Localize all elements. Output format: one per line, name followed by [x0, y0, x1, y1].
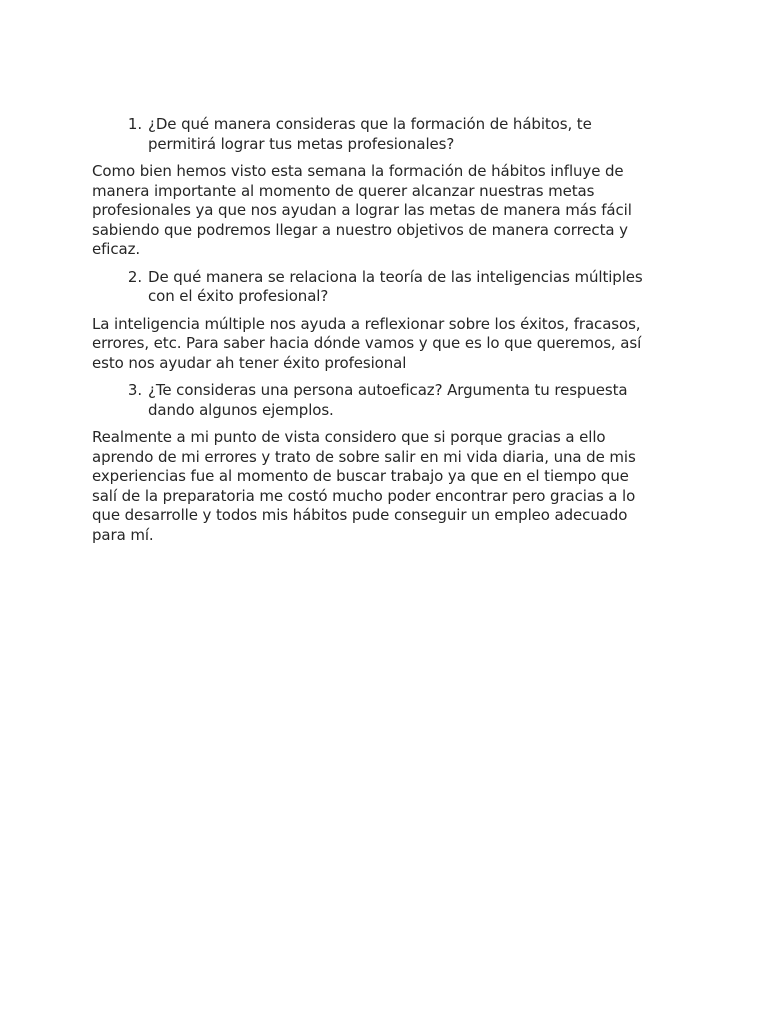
question-1	[92, 115, 682, 154]
answer-3: Realmente a mi punto de vista considero que si porque gracias a ello aprendo de mi errores y trato de sobre salir en mi vida diaria, una de mis experiencias fue al momento de buscar trabajo ya que en el tiempo que salí de la preparatoria me costó mucho poder encontrar pero gracias a lo que desarrolle y todos mis hábitos pude conseguir un empleo adecuado para mí.	[92, 428, 636, 544]
question-text: ¿Te consideras una persona autoeficaz? Argumenta tu respuesta dando algunos ejemplos.	[148, 381, 628, 419]
question-number: 2.	[127, 267, 142, 286]
question-3	[92, 381, 682, 420]
document-body	[92, 115, 682, 553]
question-number: 1.	[127, 115, 142, 133]
question-number: 3.	[127, 381, 142, 399]
answer-2: La inteligencia múltiple nos ayuda a reflexionar sobre los éxitos, fracasos, errores, etc. Para saber hacia dónde vamos y que es lo que queremos, así esto nos ayudar ah tener éxito profesional	[92, 314, 642, 372]
question-text: ¿De qué manera consideras que la formación de hábitos, te permitirá lograr tus metas profesionales?	[148, 115, 592, 153]
answer-1: Como bien hemos visto esta semana la formación de hábitos influye de manera importante al momento de querer alcanzar nuestras metas profesionales ya que nos ayudan a lograr las metas de manera más fácil sabiendo que podremos llegar a nuestro objetivos de manera correcta y eficaz.	[92, 162, 632, 258]
question-2	[92, 268, 682, 307]
question-text: De qué manera se relaciona la teoría de las inteligencias múltiples con el éxito profesional?	[148, 267, 643, 305]
